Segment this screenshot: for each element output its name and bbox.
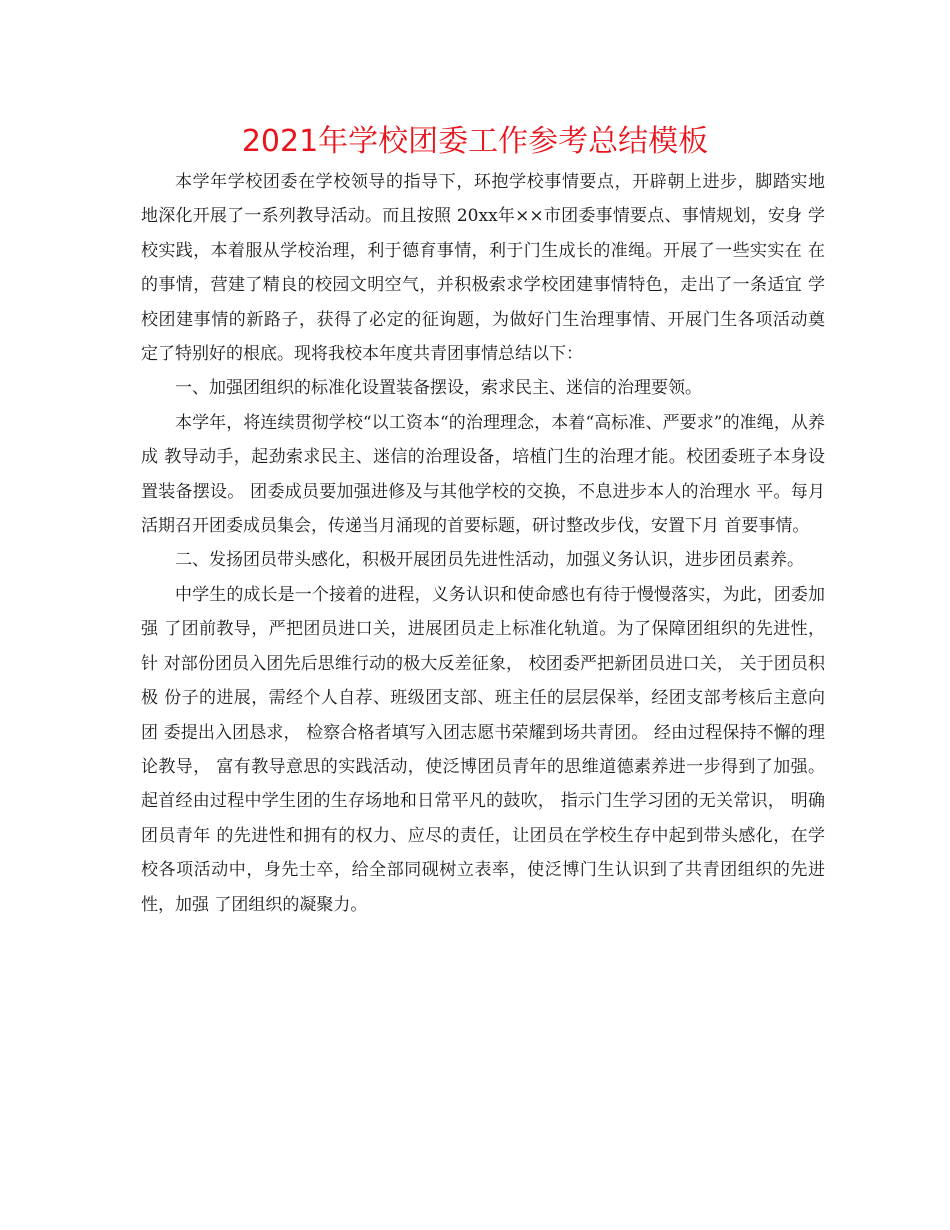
document-body	[141, 165, 825, 922]
paragraph-intro: 本学年学校团委在学校领导的指导下，环抱学校事情要点，开辟朝上进步，脚踏实地 地深化开展了一系列教导活动。而且按照 20xx年××市团委事情要点、事情规划，安身 学校实践，本着服从学校治理，利于德育事情，利于门生成长的准绳。开展了一些实实在 在的事情，营建了精良的校园文明空气，并积极索求学校团建事情特色，走出了一条适宜 学校团建事情的新路子，获得了必定的征询题，为做好门生治理事情、开展门生各项活动奠 定了特别好的根底。现将我校本年度共青团事情总结以下：	[141, 172, 825, 365]
section-heading-1: 一、加强团组织的标准化设置装备摆设，索求民主、迷信的治理要领。	[175, 378, 702, 399]
paragraph-section-1: 本学年，将连续贯彻学校“以工资本“的治理理念，本着“高标准、严要求”的准绳，从养成 教导动手，起劲索求民主、迷信的治理设备，培植门生的治理才能。校团委班子本身设置装备摆设。 团委成员要加强进修及与其他学校的交换，不息进步本人的治理水 平。每月活期召开团委成员集会，传递当月涌现的首要标题，研讨整改步伐，安置下月 首要事情。	[141, 412, 825, 537]
paragraph-section-2: 中学生的成长是一个接着的进程，义务认识和使命感也有待于慢慢落实，为此，团委加强 了团前教导，严把团员进口关，进展团员走上标准化轨道。为了保障团组织的先进性，针 对部份团员入团先后思维行动的极大反差征象， 校团委严把新团员进口关， 关于团员积极 份子的进展，需经个人自荐、班级团支部、班主任的层层保举，经团支部考核后主意向团 委提出入团恳求， 检察合格者填写入团志愿书荣耀到场共青团。 经由过程保持不懈的理论教导， 富有教导意思的实践活动，使泛博团员青年的思维道德素养进一步得到了加强。起首经由过程中学生团的生存场地和日常平凡的鼓吹， 指示门生学习团的无关常识， 明确团员青年 的先进性和拥有的权力、应尽的责任，让团员在学校生存中起到带头感化，在学校各项活动中，身先士卒，给全部同砚树立表率，使泛博门生认识到了共青团组织的先进性，加强 了团组织的凝聚力。	[141, 584, 825, 915]
document-title: 2021年学校团委工作参考总结模板	[241, 124, 709, 159]
section-heading-2: 二、发扬团员带头感化，积极开展团员先进性活动，加强义务认识，进步团员素养。	[175, 550, 804, 571]
